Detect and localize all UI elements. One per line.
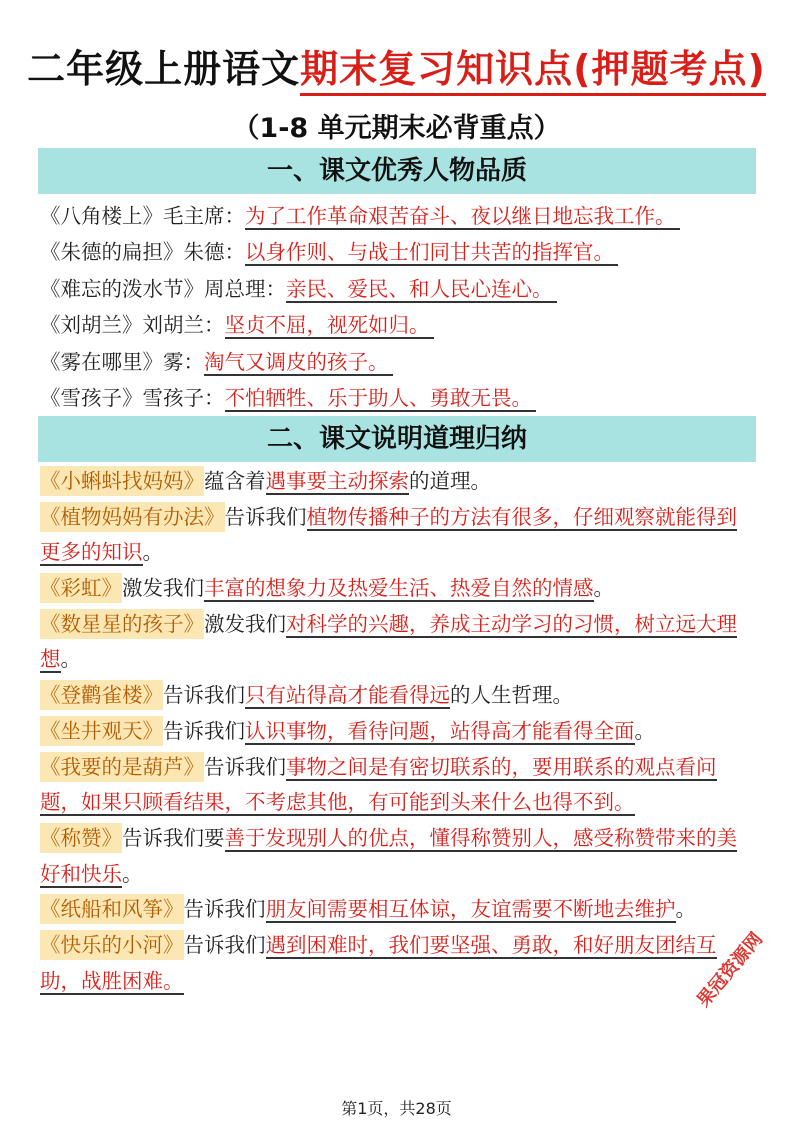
list-item <box>40 607 756 678</box>
item-answer: 以身作则、与战士们同甘共苦的指挥官。 <box>245 240 618 266</box>
item-prefix: 《朱德的扁担》朱德： <box>40 240 245 265</box>
title-part-2: 期末复习知识点(押题考点) <box>300 47 766 96</box>
item-answer: 遇事要主动探索 <box>265 469 409 493</box>
item-answer: 植物传播种子的方法有很多，仔细观察就能得到更多的知识 <box>40 504 737 565</box>
item-verb: 告诉我们 <box>224 504 307 529</box>
book-title: 《快乐的小河》 <box>40 930 184 960</box>
item-verb: 告诉我们 <box>204 754 286 779</box>
item-suffix: 。 <box>60 647 81 672</box>
list-item <box>40 380 760 416</box>
section-2-heading: 二、课文说明道理归纳 <box>38 416 756 462</box>
list-item <box>40 892 756 928</box>
section-2-list <box>40 464 756 999</box>
list-item <box>40 271 760 307</box>
item-suffix: 。 <box>593 576 614 601</box>
item-suffix: 。 <box>675 897 696 922</box>
list-item <box>40 500 756 571</box>
list-item <box>40 928 756 999</box>
list-item <box>40 678 756 714</box>
page-title <box>0 38 793 93</box>
item-suffix: 。 <box>142 540 163 565</box>
item-answer: 淘气又调皮的孩子。 <box>204 350 393 376</box>
item-verb: 告诉我们 <box>163 683 245 708</box>
item-answer: 对科学的兴趣，养成主动学习的习惯，树立远大理想 <box>40 611 737 672</box>
item-suffix: 。 <box>634 718 655 743</box>
watermark: 果冠资源网 <box>693 928 768 1012</box>
item-suffix: 。 <box>122 861 143 886</box>
list-item <box>40 198 760 234</box>
item-suffix: 的人生哲理。 <box>450 683 573 708</box>
section-1-heading: 一、课文优秀人物品质 <box>38 148 756 194</box>
list-item <box>40 464 756 500</box>
list-item <box>40 234 760 270</box>
item-verb: 告诉我们 <box>163 718 245 743</box>
item-answer: 为了工作革命艰苦奋斗、夜以继日地忘我工作。 <box>245 204 680 230</box>
book-title: 《坐井观天》 <box>40 716 163 746</box>
book-title: 《植物妈妈有办法》 <box>40 502 225 532</box>
item-answer: 遇到困难时，我们要坚强、勇敢，和好朋友团结互助，战胜困难。 <box>40 933 717 993</box>
item-verb: 激发我们 <box>204 611 286 636</box>
book-title: 《彩虹》 <box>40 573 122 603</box>
item-prefix: 《雪孩子》雪孩子： <box>40 385 225 410</box>
item-prefix: 《难忘的泼水节》周总理： <box>40 276 286 301</box>
item-answer: 丰富的想象力及热爱生活、热爱自然的情感 <box>204 576 594 601</box>
book-title: 《纸船和风筝》 <box>40 894 184 924</box>
item-suffix: 的道理。 <box>409 469 491 493</box>
item-prefix: 《八角楼上》毛主席： <box>40 204 245 228</box>
section-1-list <box>40 198 760 416</box>
title-part-1: 二年级上册语文 <box>27 47 301 91</box>
book-title: 《小蝌蚪找妈妈》 <box>40 466 204 496</box>
item-answer: 朋友间需要相互体谅，友谊需要不断地去维护 <box>265 897 676 922</box>
item-answer: 不怕牺牲、乐于助人、勇敢无畏。 <box>225 386 537 412</box>
list-item <box>40 714 756 750</box>
list-item <box>40 344 760 380</box>
book-title: 《我要的是葫芦》 <box>40 752 204 782</box>
item-verb: 激发我们 <box>122 576 204 601</box>
item-answer: 坚贞不屈，视死如归。 <box>225 313 434 339</box>
item-verb: 蕴含着 <box>204 469 266 493</box>
item-verb: 告诉我们 <box>183 933 266 958</box>
item-verb: 告诉我们 <box>183 897 266 922</box>
item-prefix: 《雾在哪里》雾： <box>40 349 204 374</box>
item-answer: 善于发现别人的优点，懂得称赞别人，感受称赞带来的美好和快乐 <box>40 826 737 886</box>
list-item <box>40 571 756 607</box>
item-answer: 只有站得高才能看得远 <box>245 683 450 708</box>
list-item <box>40 750 756 821</box>
page-subtitle: （1-8 单元期末必背重点） <box>232 113 561 144</box>
item-prefix: 《刘胡兰》刘胡兰： <box>40 313 225 338</box>
book-title: 《登鹳雀楼》 <box>40 680 163 710</box>
item-answer: 事物之间是有密切联系的，要用联系的观点看问题，如果只顾看结果，不考虑其他，有可能到头来什么也得不到。 <box>40 754 717 815</box>
book-title: 《称赞》 <box>40 823 122 853</box>
book-title: 《数星星的孩子》 <box>40 609 204 639</box>
item-verb: 告诉我们要 <box>122 826 225 851</box>
list-item <box>40 307 760 343</box>
item-answer: 亲民、爱民、和人民心连心。 <box>286 277 557 303</box>
list-item <box>40 821 756 892</box>
page-number: 第1页，共28页 <box>341 1099 452 1118</box>
item-answer: 认识事物，看待问题，站得高才能看得全面 <box>245 718 635 743</box>
